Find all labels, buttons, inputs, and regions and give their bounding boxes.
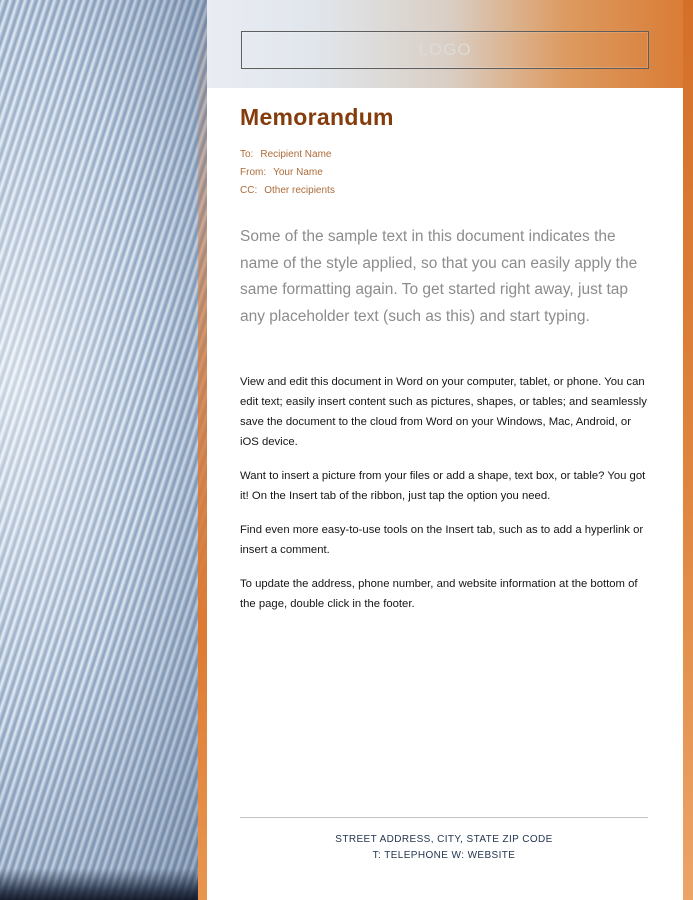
- footer-contact[interactable]: T: TELEPHONE W: WEBSITE: [372, 850, 516, 861]
- meta-row-from[interactable]: [240, 164, 648, 182]
- logo-text: LOGO: [418, 40, 472, 59]
- body-paragraph-1[interactable]: View and edit this document in Word on your computer, tablet, or phone. You can edit text; easily insert content such as pictures, shapes, or tables; and seamlessly save the document to the cloud from Word on your Windows, Mac, Android, or iOS device.: [240, 376, 647, 448]
- logo-placeholder[interactable]: [241, 31, 649, 69]
- ski-slope-photo: [0, 0, 207, 900]
- meta-value-cc[interactable]: Other recipients: [264, 185, 335, 196]
- meta-value-to[interactable]: Recipient Name: [260, 149, 332, 160]
- meta-label-to: To:: [240, 149, 254, 160]
- lead-paragraph[interactable]: Some of the sample text in this document indicates the name of the style applied, so that you can easily apply the same formatting again. To get started right away, just tap any placeholder text (such as this) and start typing.: [240, 228, 638, 325]
- page-footer[interactable]: [240, 817, 648, 864]
- page-title[interactable]: Memorandum: [240, 104, 394, 130]
- meta-block: [240, 146, 648, 200]
- body-paragraph-3[interactable]: Find even more easy-to-use tools on the Insert tab, such as to add a hyperlink or insert a comment.: [240, 524, 644, 556]
- header-band: [207, 0, 693, 88]
- body-paragraph-4[interactable]: To update the address, phone number, and website information at the bottom of the page, double click in the footer.: [240, 578, 638, 610]
- meta-value-from[interactable]: Your Name: [273, 167, 323, 178]
- meta-label-cc: CC:: [240, 185, 258, 196]
- meta-row-cc[interactable]: [240, 182, 648, 200]
- footer-address[interactable]: STREET ADDRESS, CITY, STATE ZIP CODE: [335, 834, 553, 845]
- right-accent-bar: [683, 0, 693, 900]
- body-paragraph-2[interactable]: Want to insert a picture from your files or add a shape, text box, or table? You got it! On the Insert tab of the ribbon, just tap the option you need.: [240, 470, 646, 502]
- meta-label-from: From:: [240, 167, 267, 178]
- meta-row-to[interactable]: [240, 146, 648, 164]
- document-body: [240, 88, 648, 628]
